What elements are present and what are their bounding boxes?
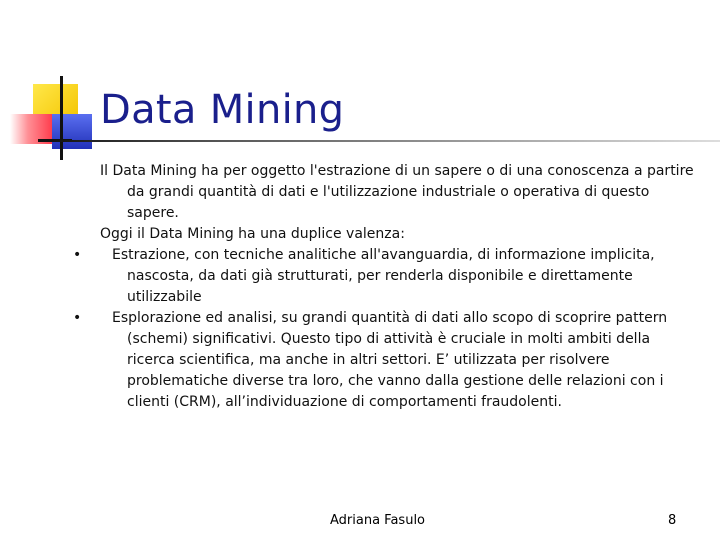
bullet-icon: • (73, 310, 82, 326)
definition-term: Data Mining (112, 163, 197, 179)
definition-paragraph (100, 161, 700, 224)
bullet-text: Estrazione, con tecniche analitiche all'avanguardia, di informazione implicita, nascosta, da dati già strutturati, per renderla disponibile e direttamente utilizzabile (112, 247, 655, 305)
footer-author: Adriana Fasulo (330, 513, 426, 528)
bullet-item (73, 308, 700, 413)
bullet-item (73, 245, 700, 308)
intro-paragraph: Oggi il Data Mining ha una duplice valenza: (100, 226, 405, 242)
page-number: 8 (668, 513, 677, 528)
bullet-icon: • (73, 247, 82, 263)
definition-prefix: Il (100, 163, 113, 179)
definition-text: ha per oggetto l'estrazione di un sapere o di una conoscenza a partire da grandi quantità di dati e l'utilizzazione industriale o operativa di questo sapere. (127, 163, 694, 221)
decorative-squares-logo (0, 0, 100, 170)
blue-square (52, 114, 92, 149)
slide-body (73, 161, 700, 413)
title-divider (48, 140, 720, 142)
logo-vertical-line (60, 76, 63, 160)
slide-title: Data Mining (100, 87, 345, 133)
bullet-text: Esplorazione ed analisi, su grandi quantità di dati allo scopo di scoprire pattern (schemi) significativi. Questo tipo di attività è cruciale in molti ambiti della ricerca scientifica, ma anche in altri settori. E’ utilizzata per risolvere problematiche diverse tra loro, che vanno dalla gestione delle relazioni con i clienti (CRM), all’individuazione di comportamenti fraudolenti. (112, 310, 668, 410)
